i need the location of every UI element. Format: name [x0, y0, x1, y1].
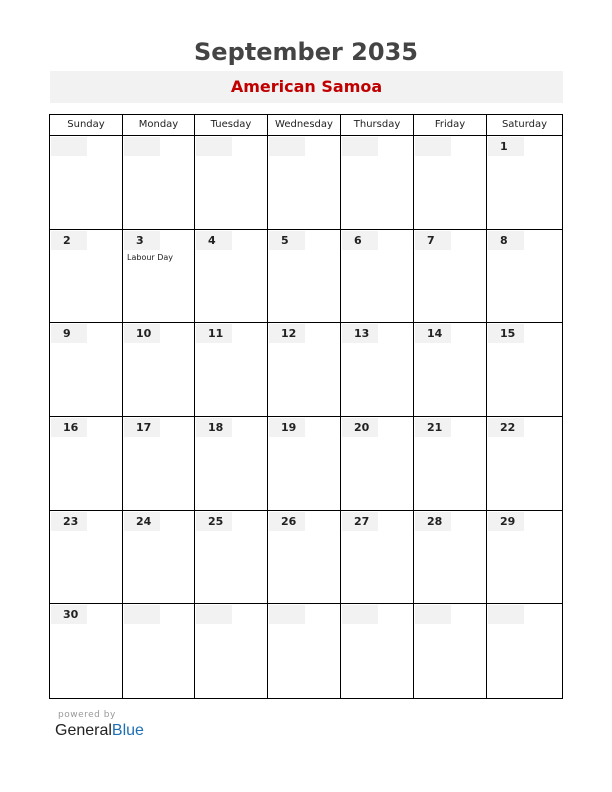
day-cell[interactable]: [268, 604, 341, 698]
day-number: [124, 605, 160, 624]
day-number: [415, 605, 451, 624]
day-number: 3: [124, 231, 160, 250]
day-number: 8: [488, 231, 524, 250]
calendar-grid: [49, 114, 563, 699]
day-number: [269, 137, 305, 156]
brand-general: General: [55, 722, 112, 739]
day-number: 26: [269, 512, 305, 531]
day-cell[interactable]: [414, 136, 487, 230]
day-number: [488, 605, 524, 624]
day-number: 2: [51, 231, 87, 250]
brand-blue: Blue: [111, 722, 144, 739]
day-cell[interactable]: [50, 417, 123, 511]
weekday-header-wednesday: Wednesday: [268, 115, 341, 136]
weekday-header-sunday: Sunday: [50, 115, 123, 136]
day-cell[interactable]: [414, 417, 487, 511]
day-number: 29: [488, 512, 524, 531]
day-cell[interactable]: [50, 323, 123, 417]
day-number: [342, 137, 378, 156]
day-number: 4: [196, 231, 232, 250]
day-number: 13: [342, 324, 378, 343]
day-cell[interactable]: [268, 230, 341, 324]
day-cell[interactable]: [341, 230, 414, 324]
day-cell[interactable]: [268, 323, 341, 417]
day-number: 1: [488, 137, 524, 156]
day-cell[interactable]: [341, 511, 414, 605]
day-number: 19: [269, 418, 305, 437]
day-cell[interactable]: [195, 511, 268, 605]
page-title: September 2035: [194, 38, 418, 66]
day-number: 12: [269, 324, 305, 343]
day-number: [269, 605, 305, 624]
day-number: 25: [196, 512, 232, 531]
day-number: [51, 137, 87, 156]
day-cell[interactable]: [414, 511, 487, 605]
day-number: [196, 605, 232, 624]
day-cell[interactable]: [268, 511, 341, 605]
day-number: 11: [196, 324, 232, 343]
day-number: 28: [415, 512, 451, 531]
day-cell[interactable]: [414, 604, 487, 698]
day-number: 22: [488, 418, 524, 437]
day-number: 23: [51, 512, 87, 531]
country-name: American Samoa: [50, 71, 563, 103]
day-cell[interactable]: [487, 230, 562, 324]
weekday-header-friday: Friday: [414, 115, 487, 136]
day-cell[interactable]: [487, 323, 562, 417]
weekday-header-thursday: Thursday: [341, 115, 414, 136]
day-cell[interactable]: [341, 323, 414, 417]
weekday-header-tuesday: Tuesday: [195, 115, 268, 136]
day-cell[interactable]: [123, 417, 195, 511]
day-number: 6: [342, 231, 378, 250]
weekday-header-monday: Monday: [123, 115, 195, 136]
day-cell[interactable]: [487, 136, 562, 230]
day-cell[interactable]: [123, 323, 195, 417]
day-number: [124, 137, 160, 156]
day-number: 27: [342, 512, 378, 531]
day-number: 10: [124, 324, 160, 343]
day-cell[interactable]: [50, 511, 123, 605]
day-cell[interactable]: [50, 604, 123, 698]
day-number: 21: [415, 418, 451, 437]
day-cell[interactable]: [487, 511, 562, 605]
day-cell[interactable]: [195, 323, 268, 417]
day-cell[interactable]: [50, 230, 123, 324]
day-cell[interactable]: [123, 511, 195, 605]
day-number: [342, 605, 378, 624]
day-number: 30: [51, 605, 87, 624]
day-number: 17: [124, 418, 160, 437]
day-number: 20: [342, 418, 378, 437]
day-cell[interactable]: [123, 604, 195, 698]
day-cell[interactable]: [195, 230, 268, 324]
day-number: 9: [51, 324, 87, 343]
holiday-label: Labour Day: [127, 252, 174, 262]
day-cell[interactable]: [341, 604, 414, 698]
day-cell[interactable]: [268, 136, 341, 230]
day-number: 14: [415, 324, 451, 343]
powered-by-label: powered by: [58, 710, 116, 720]
day-cell[interactable]: [195, 136, 268, 230]
day-cell[interactable]: [341, 136, 414, 230]
day-cell[interactable]: [341, 417, 414, 511]
day-cell[interactable]: [195, 417, 268, 511]
day-number: [196, 137, 232, 156]
generalblue-logo[interactable]: [55, 722, 144, 740]
day-number: 18: [196, 418, 232, 437]
day-cell[interactable]: [195, 604, 268, 698]
day-number: 5: [269, 231, 305, 250]
day-number: 16: [51, 418, 87, 437]
weekday-header-saturday: Saturday: [487, 115, 562, 136]
day-number: 24: [124, 512, 160, 531]
day-cell[interactable]: [487, 604, 562, 698]
day-cell[interactable]: [123, 230, 195, 324]
day-number: [415, 137, 451, 156]
day-cell[interactable]: [268, 417, 341, 511]
day-number: 7: [415, 231, 451, 250]
day-number: 15: [488, 324, 524, 343]
day-cell[interactable]: [414, 230, 487, 324]
day-cell[interactable]: [50, 136, 123, 230]
day-cell[interactable]: [487, 417, 562, 511]
day-cell[interactable]: [123, 136, 195, 230]
day-cell[interactable]: [414, 323, 487, 417]
